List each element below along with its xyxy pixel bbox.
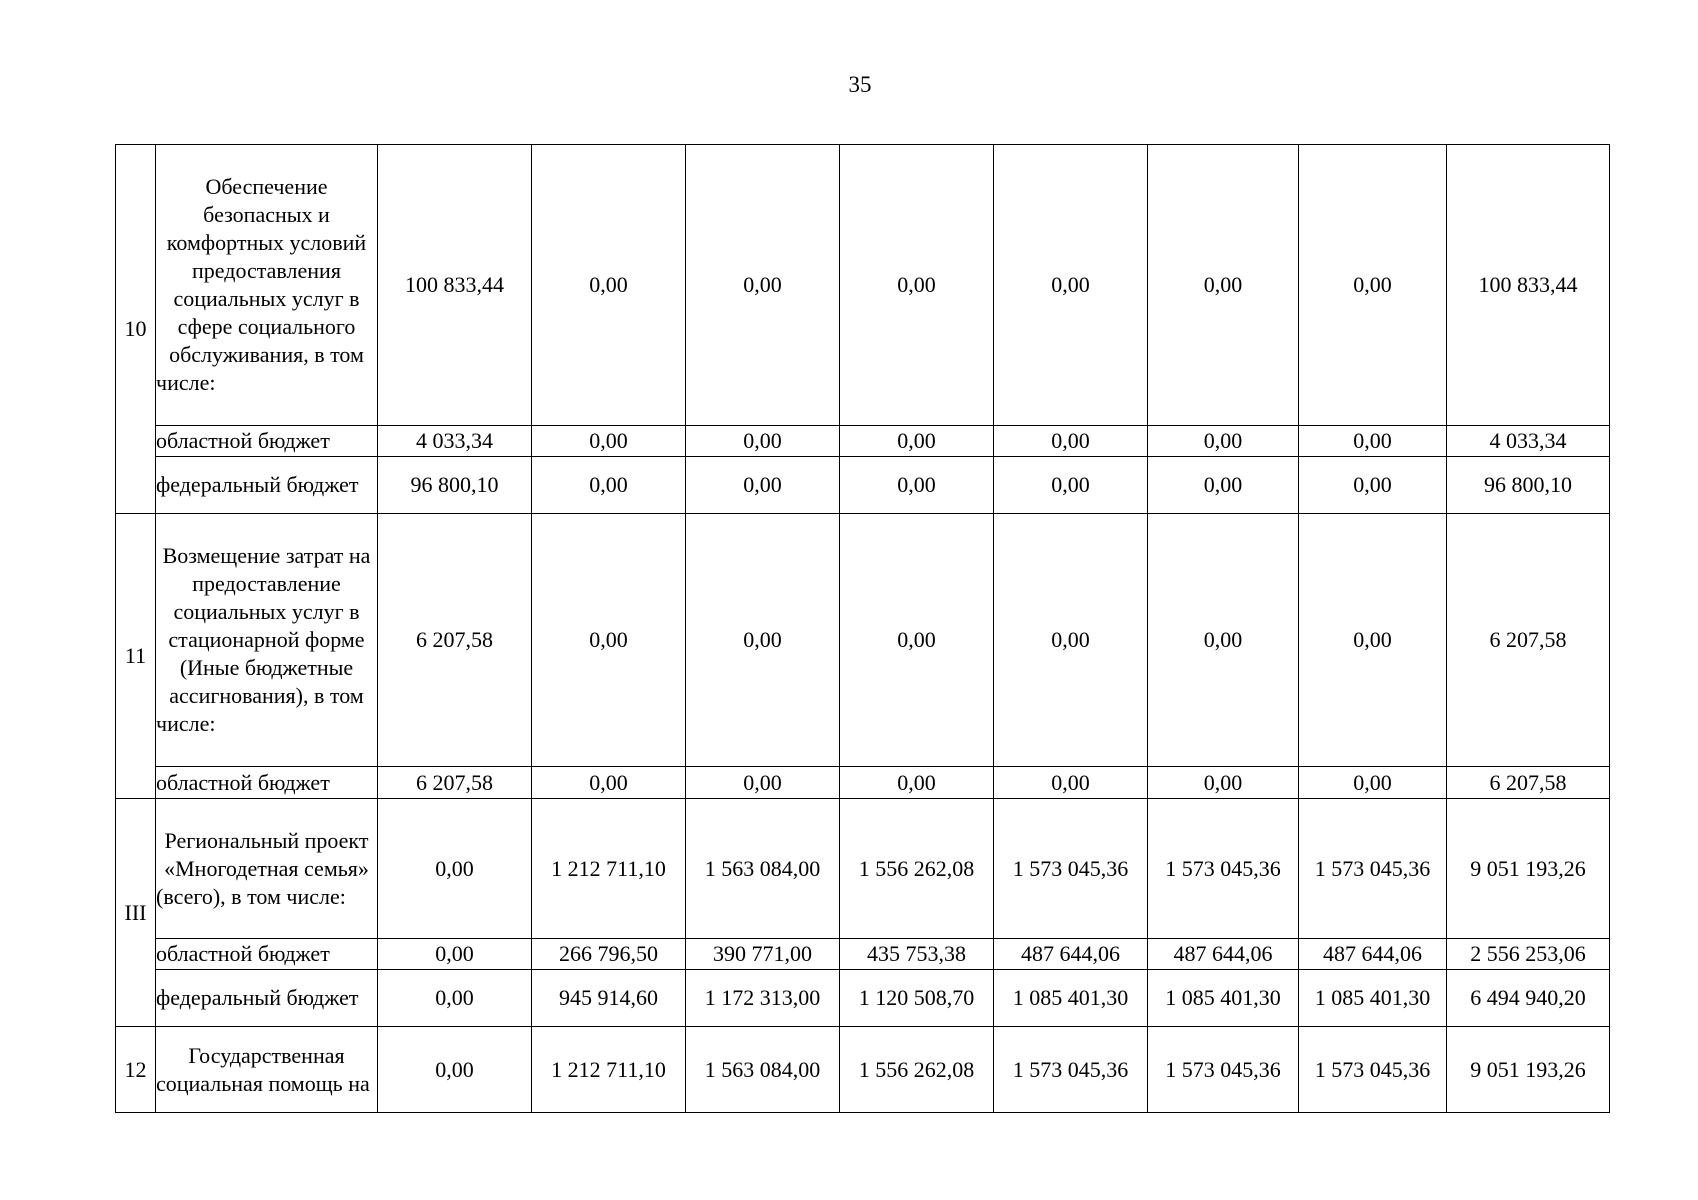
value-cell: 0,00 — [1148, 457, 1299, 514]
table-row — [116, 970, 1610, 1027]
value-cell: 1 085 401,30 — [1299, 970, 1447, 1027]
value-cell: 0,00 — [1299, 426, 1447, 457]
value-cell: 100 833,44 — [1447, 145, 1610, 426]
value-cell: 0,00 — [378, 970, 532, 1027]
table-row — [116, 514, 1610, 767]
value-cell: 0,00 — [1299, 514, 1447, 767]
value-cell: 0,00 — [532, 767, 686, 799]
value-cell: 1 573 045,36 — [1299, 1027, 1447, 1113]
value-cell: 0,00 — [840, 514, 994, 767]
value-cell: 0,00 — [840, 145, 994, 426]
value-cell: 0,00 — [1148, 426, 1299, 457]
row-description: областной бюджет — [156, 426, 378, 457]
value-cell: 0,00 — [994, 145, 1148, 426]
table-row — [116, 767, 1610, 799]
value-cell: 1 085 401,30 — [994, 970, 1148, 1027]
page-number: 35 — [848, 72, 872, 97]
value-cell: 487 644,06 — [1299, 939, 1447, 970]
value-cell: 4 033,34 — [1447, 426, 1610, 457]
value-cell: 96 800,10 — [378, 457, 532, 514]
row-description: Региональный проект «Многодетная семья» (всего), в том числе: — [156, 799, 378, 939]
table-row — [116, 799, 1610, 939]
value-cell: 945 914,60 — [532, 970, 686, 1027]
value-cell: 1 212 711,10 — [532, 1027, 686, 1113]
row-description: федеральный бюджет — [156, 970, 378, 1027]
value-cell: 0,00 — [532, 514, 686, 767]
value-cell: 0,00 — [686, 767, 840, 799]
value-cell: 1 556 262,08 — [840, 799, 994, 939]
row-description: Обеспечение безопасных и комфортных условий предоставления социальных услуг в сфере социального обслуживания, в том числе: — [156, 145, 378, 426]
row-number: III — [116, 799, 156, 1027]
value-cell: 0,00 — [1148, 145, 1299, 426]
value-cell: 6 207,58 — [378, 767, 532, 799]
value-cell: 100 833,44 — [378, 145, 532, 426]
value-cell: 0,00 — [1148, 514, 1299, 767]
value-cell: 9 051 193,26 — [1447, 1027, 1610, 1113]
value-cell: 1 172 313,00 — [686, 970, 840, 1027]
value-cell: 1 573 045,36 — [1148, 1027, 1299, 1113]
row-description: областной бюджет — [156, 939, 378, 970]
table-row — [116, 457, 1610, 514]
row-description: федеральный бюджет — [156, 457, 378, 514]
value-cell: 1 563 084,00 — [686, 799, 840, 939]
value-cell: 266 796,50 — [532, 939, 686, 970]
value-cell: 1 085 401,30 — [1148, 970, 1299, 1027]
value-cell: 435 753,38 — [840, 939, 994, 970]
value-cell: 1 573 045,36 — [994, 1027, 1148, 1113]
value-cell: 1 573 045,36 — [994, 799, 1148, 939]
value-cell: 0,00 — [994, 767, 1148, 799]
row-description: областной бюджет — [156, 767, 378, 799]
value-cell: 1 120 508,70 — [840, 970, 994, 1027]
value-cell: 0,00 — [994, 426, 1148, 457]
value-cell: 0,00 — [1299, 145, 1447, 426]
value-cell: 0,00 — [840, 426, 994, 457]
row-number: 12 — [116, 1027, 156, 1113]
row-description: Государственная социальная помощь на — [156, 1027, 378, 1113]
value-cell: 1 556 262,08 — [840, 1027, 994, 1113]
value-cell: 0,00 — [378, 799, 532, 939]
table-row — [116, 145, 1610, 426]
value-cell: 1 573 045,36 — [1148, 799, 1299, 939]
table-row — [116, 1027, 1610, 1113]
value-cell: 0,00 — [1299, 767, 1447, 799]
value-cell: 1 563 084,00 — [686, 1027, 840, 1113]
table-row — [116, 426, 1610, 457]
value-cell: 0,00 — [686, 457, 840, 514]
value-cell: 0,00 — [686, 426, 840, 457]
value-cell: 9 051 193,26 — [1447, 799, 1610, 939]
value-cell: 0,00 — [532, 457, 686, 514]
value-cell: 6 207,58 — [1447, 514, 1610, 767]
value-cell: 0,00 — [840, 767, 994, 799]
value-cell: 2 556 253,06 — [1447, 939, 1610, 970]
value-cell: 487 644,06 — [994, 939, 1148, 970]
value-cell: 0,00 — [532, 426, 686, 457]
row-number: 10 — [116, 145, 156, 514]
row-description: Возмещение затрат на предоставление социальных услуг в стационарной форме (Иные бюджетные ассигнования), в том числе: — [156, 514, 378, 767]
value-cell: 4 033,34 — [378, 426, 532, 457]
value-cell: 0,00 — [994, 514, 1148, 767]
value-cell: 6 207,58 — [1447, 767, 1610, 799]
value-cell: 6 207,58 — [378, 514, 532, 767]
value-cell: 1 212 711,10 — [532, 799, 686, 939]
value-cell: 0,00 — [686, 145, 840, 426]
value-cell: 0,00 — [1148, 767, 1299, 799]
table-row — [116, 939, 1610, 970]
value-cell: 0,00 — [378, 939, 532, 970]
value-cell: 0,00 — [994, 457, 1148, 514]
row-number: 11 — [116, 514, 156, 799]
value-cell: 1 573 045,36 — [1299, 799, 1447, 939]
value-cell: 0,00 — [378, 1027, 532, 1113]
value-cell: 6 494 940,20 — [1447, 970, 1610, 1027]
value-cell: 390 771,00 — [686, 939, 840, 970]
value-cell: 0,00 — [532, 145, 686, 426]
budget-table — [115, 144, 1610, 1113]
value-cell: 0,00 — [1299, 457, 1447, 514]
value-cell: 0,00 — [686, 514, 840, 767]
value-cell: 0,00 — [840, 457, 994, 514]
value-cell: 96 800,10 — [1447, 457, 1610, 514]
value-cell: 487 644,06 — [1148, 939, 1299, 970]
